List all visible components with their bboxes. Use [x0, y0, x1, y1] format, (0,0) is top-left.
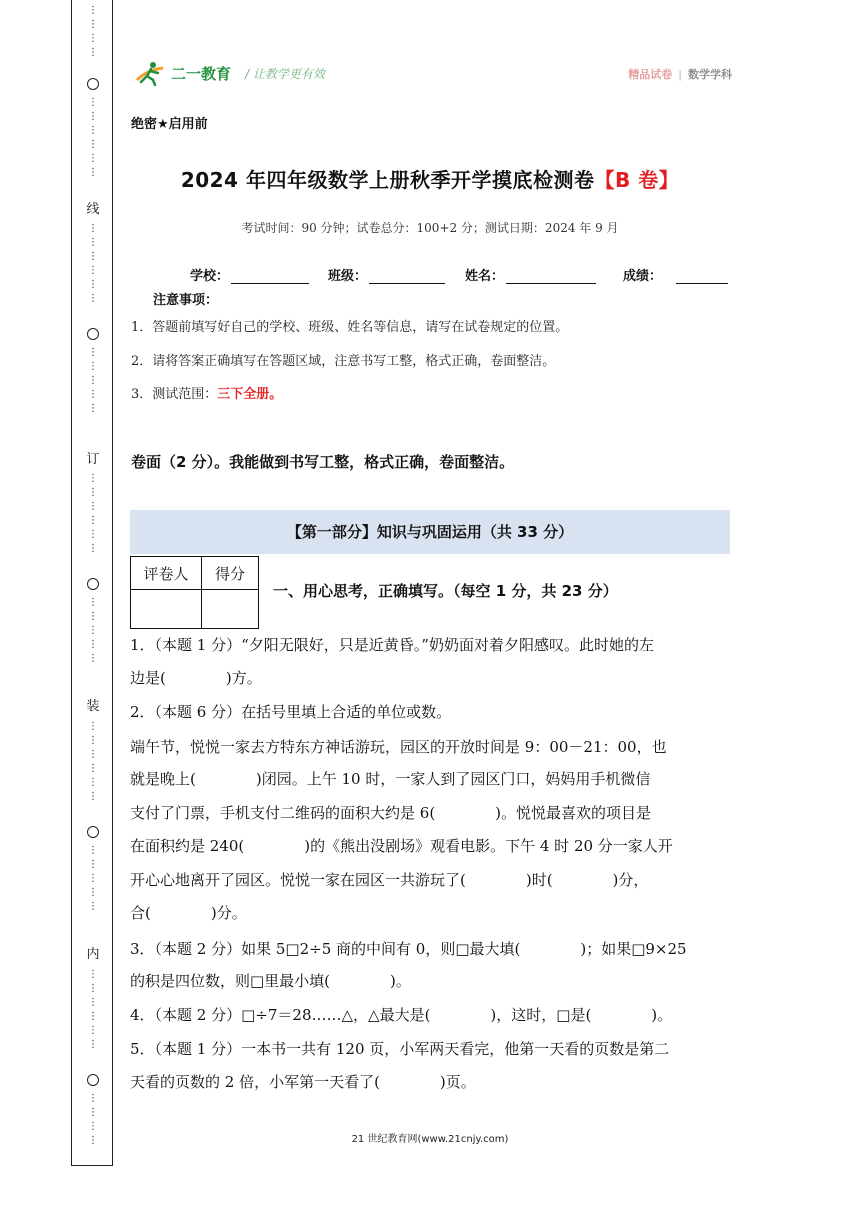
question-2-line-3: 就是晚上( )闭园。上午 10 时，一家人到了园区门口，妈妈用手机微信: [130, 770, 651, 788]
notice-title: 注意事项：: [153, 293, 219, 308]
question-2-line-4: 支付了门票，手机支付二维码的面积大约是 6( )。悦悦最喜欢的项目是: [130, 804, 652, 822]
score-cell[interactable]: [202, 590, 259, 629]
binding-char-ding: 订: [86, 452, 100, 467]
logo-slogan: / 让教学更有效: [245, 66, 325, 81]
question-3-line-2: 的积是四位数，则□里最小填( )。: [130, 972, 411, 990]
page-title: [130, 164, 730, 193]
tag-premium: 精品试卷: [628, 68, 673, 81]
question-1-line-2: 边是( )方。: [130, 669, 262, 687]
question-2-line-1: 2．（本题 6 分）在括号里填上合适的单位或数。: [130, 703, 452, 721]
dots-mark: ⋮ ⋮ ⋮ ⋮: [88, 5, 98, 58]
question-3-line-1: 3．（本题 2 分）如果 5□2÷5 商的中间有 0，则□最大填( )；如果□9×25: [130, 940, 687, 958]
dots-mark: ⋮ ⋮ ⋮ ⋮ ⋮: [88, 347, 98, 414]
class-field[interactable]: 班级：: [328, 265, 445, 284]
notice-item-2: 2．请将答案正确填写在答题区域，注意书写工整，格式正确，卷面整洁。: [131, 354, 556, 369]
name-field[interactable]: 姓名：: [465, 265, 596, 284]
page-footer: 21 世纪教育网(www.21cnjy.com): [351, 1134, 509, 1145]
binding-circle: [72, 1074, 114, 1086]
part-banner: 【第一部分】知识与巩固运用（共 33 分）: [130, 510, 730, 554]
dots-mark: ⋮ ⋮ ⋮ ⋮ ⋮ ⋮: [88, 223, 98, 304]
question-2-line-5: 在面积约是 240( )的《熊出没剧场》观看电影。下午 4 时 20 分一家人开: [130, 837, 673, 855]
brand-logo: [133, 60, 325, 86]
question-4-line-1: 4．（本题 2 分）□÷7＝28……△，△最大是( )，这时，□是( )。: [130, 1006, 673, 1024]
notice-item-3: [131, 383, 282, 402]
title-suffix: 【B 卷】: [594, 168, 680, 192]
logo-text: 二一教育: [171, 64, 232, 83]
binding-circle: [72, 328, 114, 340]
binding-line-column: [71, 0, 113, 1166]
reviewer-cell[interactable]: [131, 590, 202, 629]
exam-info: 考试时间：90 分钟；试卷总分：100+2 分；测试日期：2024 年 9 月: [241, 221, 619, 235]
dots-mark: ⋮ ⋮ ⋮ ⋮ ⋮: [88, 597, 98, 664]
dots-mark: ⋮ ⋮ ⋮ ⋮ ⋮ ⋮: [88, 473, 98, 554]
binding-circle: [72, 78, 114, 90]
notice-item-3-prefix: 3．测试范围：: [131, 387, 218, 402]
question-5-line-1: 5．（本题 1 分）一本书一共有 120 页，小军两天看完，他第一天看的页数是第二: [130, 1040, 670, 1058]
tag-subject: 数学学科: [688, 68, 732, 81]
question-5-line-2: 天看的页数的 2 倍，小军第一天看了( )页。: [130, 1073, 476, 1091]
header-tags: [628, 66, 732, 82]
question-1-line-1: 1．（本题 1 分）“夕阳无限好，只是近黄昏。”奶奶面对着夕阳感叹。此时她的左: [130, 636, 654, 654]
binding-char-zhuang: 装: [86, 699, 100, 714]
score-table: [130, 556, 259, 629]
binding-char-nei: 内: [86, 947, 100, 962]
dots-mark: ⋮ ⋮ ⋮ ⋮ ⋮ ⋮: [88, 721, 98, 802]
secret-label: 绝密★启用前: [131, 117, 208, 132]
tag-separator: |: [678, 68, 682, 81]
school-field[interactable]: 学校：: [190, 265, 309, 284]
reviewer-header: 评卷人: [131, 557, 202, 590]
binding-circle: [72, 578, 114, 590]
score-field[interactable]: 成绩：: [623, 265, 728, 284]
title-main: 2024 年四年级数学上册秋季开学摸底检测卷: [180, 168, 595, 192]
score-header: 得分: [202, 557, 259, 590]
binding-char-xian: 线: [86, 202, 100, 217]
section-heading: 一、用心思考，正确填写。（每空 1 分，共 23 分）: [273, 582, 618, 600]
binding-circle: [72, 826, 114, 838]
runner-icon: [133, 60, 169, 86]
question-2-line-2: 端午节，悦悦一家去方特东方神话游玩，园区的开放时间是 9：00－21：00，也: [130, 738, 667, 756]
dots-mark: ⋮ ⋮ ⋮ ⋮ ⋮ ⋮: [88, 97, 98, 178]
surface-statement: 卷面（2 分）。我能做到书写工整，格式正确，卷面整洁。: [131, 453, 515, 471]
question-2-line-6: 开心心地离开了园区。悦悦一家在园区一共游玩了( )时( )分，: [130, 871, 649, 889]
notice-item-1: 1．答题前填写好自己的学校、班级、姓名等信息，请写在试卷规定的位置。: [131, 320, 569, 335]
dots-mark: ⋮ ⋮ ⋮ ⋮ ⋮: [88, 845, 98, 912]
question-2-line-7: 合( )分。: [130, 904, 247, 922]
dots-mark: ⋮ ⋮ ⋮ ⋮: [88, 1093, 98, 1146]
dots-mark: ⋮ ⋮ ⋮ ⋮ ⋮ ⋮: [88, 969, 98, 1050]
notice-item-3-scope: 三下全册。: [217, 387, 283, 402]
